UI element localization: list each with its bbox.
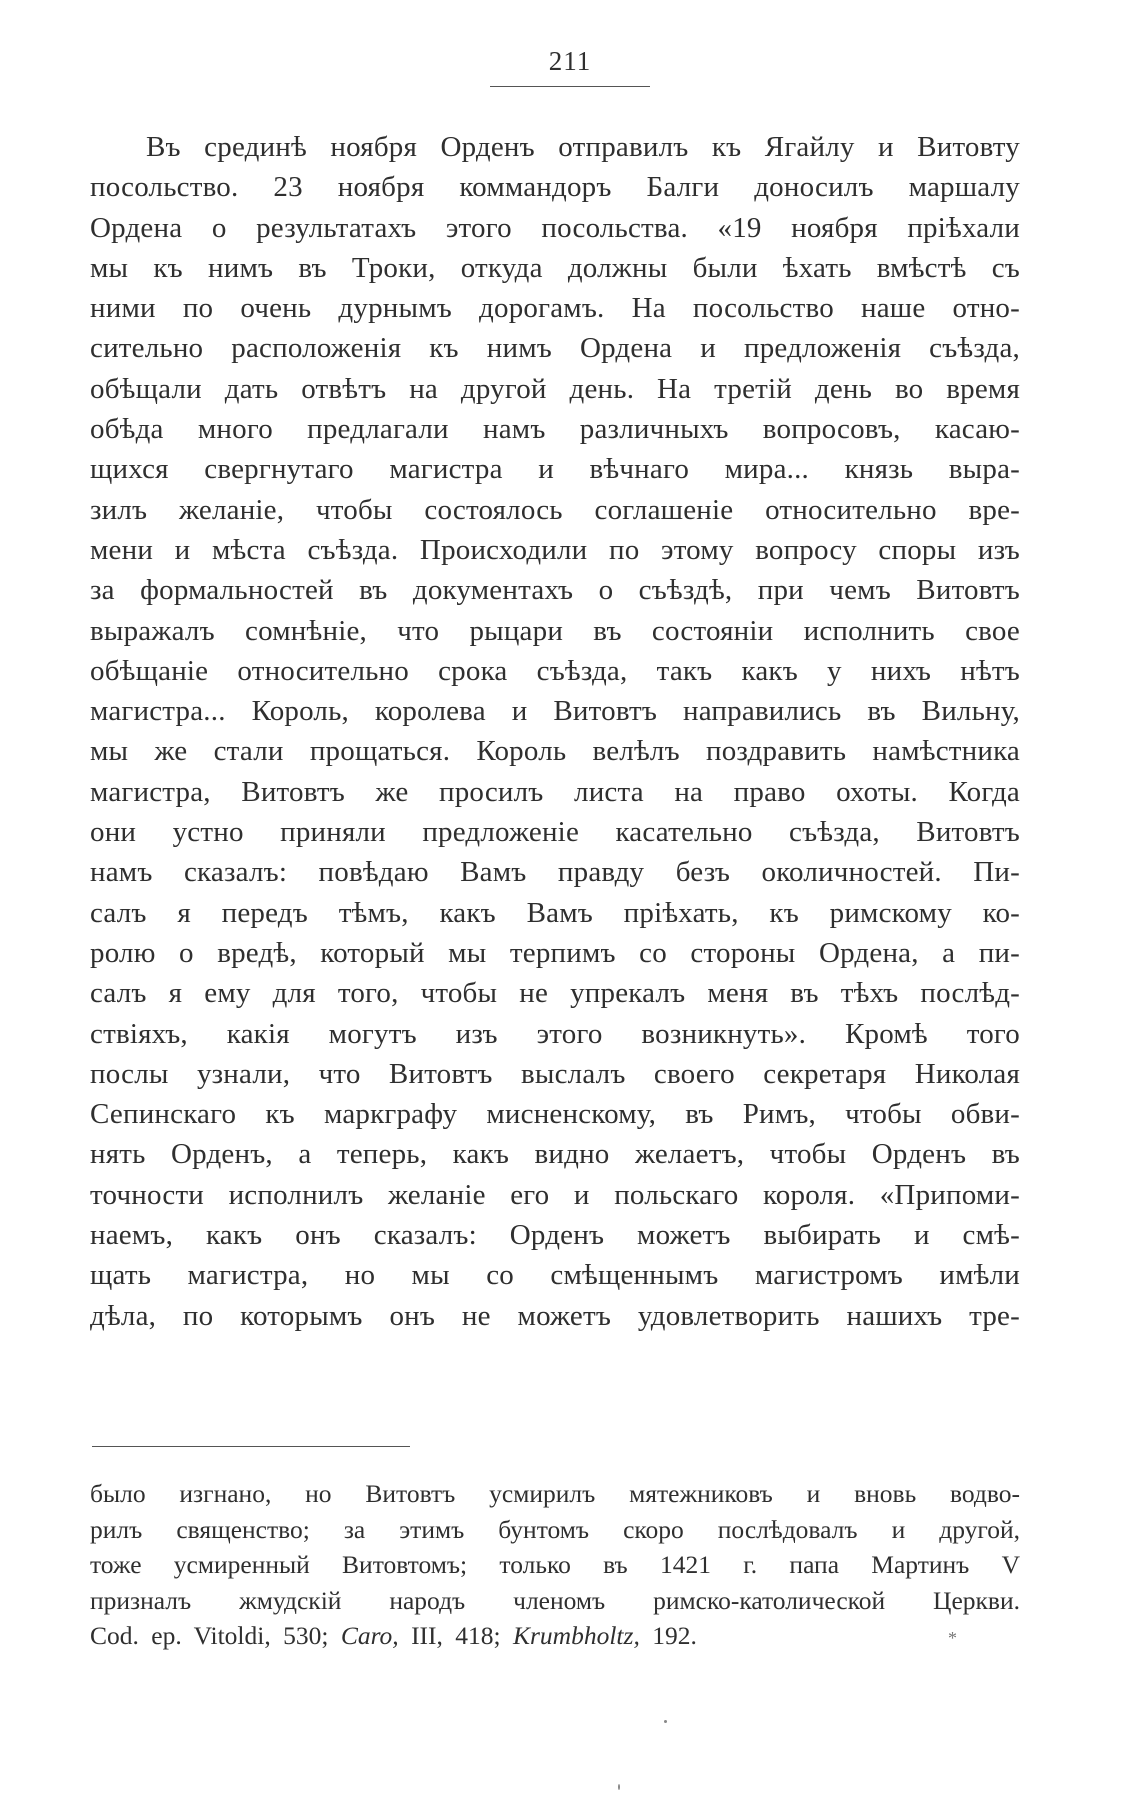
body-line: Въ срединѣ ноября Орденъ отправилъ къ Ягайлу и Витовту bbox=[146, 131, 1020, 163]
page-number: 211 bbox=[548, 46, 592, 76]
citation-author-caro: Caro, bbox=[340, 1621, 399, 1650]
body-line: послы узнали, что Витовтъ выслалъ своего секретаря Николая bbox=[90, 1057, 1020, 1090]
body-line: щихся свергнутаго магистра и вѣчнаго мира... князь выра- bbox=[90, 453, 1020, 486]
footnote-line: было изгнано, но Витовтъ усмирилъ мятежниковъ и вновь водво- bbox=[90, 1479, 1020, 1508]
scan-speck bbox=[664, 1720, 667, 1723]
body-text bbox=[90, 127, 1020, 1336]
asterisk-marker: * bbox=[948, 1628, 957, 1648]
footnote-rule bbox=[92, 1446, 410, 1447]
body-line: наемъ, какъ онъ сказалъ: Орденъ можетъ выбирать и смѣ- bbox=[90, 1219, 1020, 1252]
body-line: нять Орденъ, а теперь, какъ видно желаетъ, чтобы Орденъ въ bbox=[90, 1138, 1020, 1171]
body-line: магистра... Король, королева и Витовтъ направились въ Вильну, bbox=[90, 695, 1020, 728]
body-line: мени и мѣста съѣзда. Происходили по этому вопросу споры изъ bbox=[90, 533, 1020, 566]
body-line: Сепинскаго къ маркграфу мисненскому, въ Римъ, чтобы обви- bbox=[90, 1098, 1020, 1131]
citation-volume: III, 418; bbox=[411, 1621, 501, 1650]
body-line: выражалъ сомнѣніе, что рыцари въ состояніи исполнить свое bbox=[90, 614, 1020, 647]
footnote-citation bbox=[90, 1618, 1020, 1654]
body-line: щать магистра, но мы со смѣщеннымъ магистромъ имѣли bbox=[90, 1259, 1020, 1292]
body-line: зилъ желаніе, чтобы состоялось соглашеніе относительно вре- bbox=[90, 493, 1020, 526]
footnote bbox=[90, 1476, 1020, 1654]
body-line: магистра, Витовтъ же просилъ листа на право охоты. Когда bbox=[90, 775, 1020, 808]
body-line: обѣщаніе относительно срока съѣзда, такъ какъ у нихъ нѣтъ bbox=[90, 654, 1020, 687]
body-line: за формальностей въ документахъ о съѣздѣ, при чемъ Витовтъ bbox=[90, 574, 1020, 607]
body-line: намъ сказалъ: повѣдаю Вамъ правду безъ околичностей. Пи- bbox=[90, 856, 1020, 889]
body-line: ролю о вредѣ, который мы терпимъ со стороны Ордена, а пи- bbox=[90, 936, 1020, 969]
body-line: точности исполнилъ желаніе его и польскаго короля. «Припоми- bbox=[90, 1178, 1020, 1211]
body-line: салъ я передъ тѣмъ, какъ Вамъ пріѣхать, къ римскому ко- bbox=[90, 896, 1020, 929]
body-line: обѣда много предлагали намъ различныхъ вопросовъ, касаю- bbox=[90, 413, 1020, 446]
body-line: Ордена о результатахъ этого посольства. «19 ноября пріѣхали bbox=[90, 211, 1020, 244]
footnote-line: призналъ жмудскій народъ членомъ римско-католической Церкви. bbox=[90, 1585, 1020, 1615]
body-line: обѣщали дать отвѣтъ на другой день. На третій день во время bbox=[90, 372, 1020, 405]
body-line: дѣла, по которымъ онъ не можетъ удовлетворить нашихъ тре- bbox=[90, 1299, 1020, 1332]
body-line: мы къ нимъ въ Троки, откуда должны были ѣхать вмѣстѣ съ bbox=[90, 251, 1020, 284]
body-line: сительно расположенія къ нимъ Ордена и предложенія съѣзда, bbox=[90, 332, 1020, 365]
body-line: они устно приняли предложеніе касательно съѣзда, Витовтъ bbox=[90, 816, 1020, 849]
body-line: ними по очень дурнымъ дорогамъ. На посольство наше отно- bbox=[90, 292, 1020, 325]
body-line: салъ я ему для того, чтобы не упрекалъ меня въ тѣхъ послѣд- bbox=[90, 977, 1020, 1010]
body-line: посольство. 23 ноября коммандоръ Балги доносилъ маршалу bbox=[90, 171, 1020, 204]
body-line: ствіяхъ, какія могутъ изъ этого возникнуть». Кромѣ того bbox=[90, 1017, 1020, 1050]
scan-speck bbox=[618, 1784, 620, 1790]
citation-page: 192. bbox=[652, 1621, 697, 1650]
body-line: мы же стали прощаться. Король велѣлъ поздравить намѣстника bbox=[90, 735, 1020, 768]
header-rule bbox=[490, 86, 650, 87]
footnote-line: рилъ священство; за этимъ бунтомъ скоро послѣдовалъ и другой, bbox=[90, 1514, 1020, 1544]
citation-author-krumbholtz: Krumbholtz, bbox=[513, 1621, 640, 1650]
footnote-line: тоже усмиренный Витовтомъ; только въ 1421 г. папа Мартинъ V bbox=[90, 1550, 1020, 1579]
citation-source: Cod. ep. Vitoldi, 530; bbox=[90, 1621, 329, 1650]
